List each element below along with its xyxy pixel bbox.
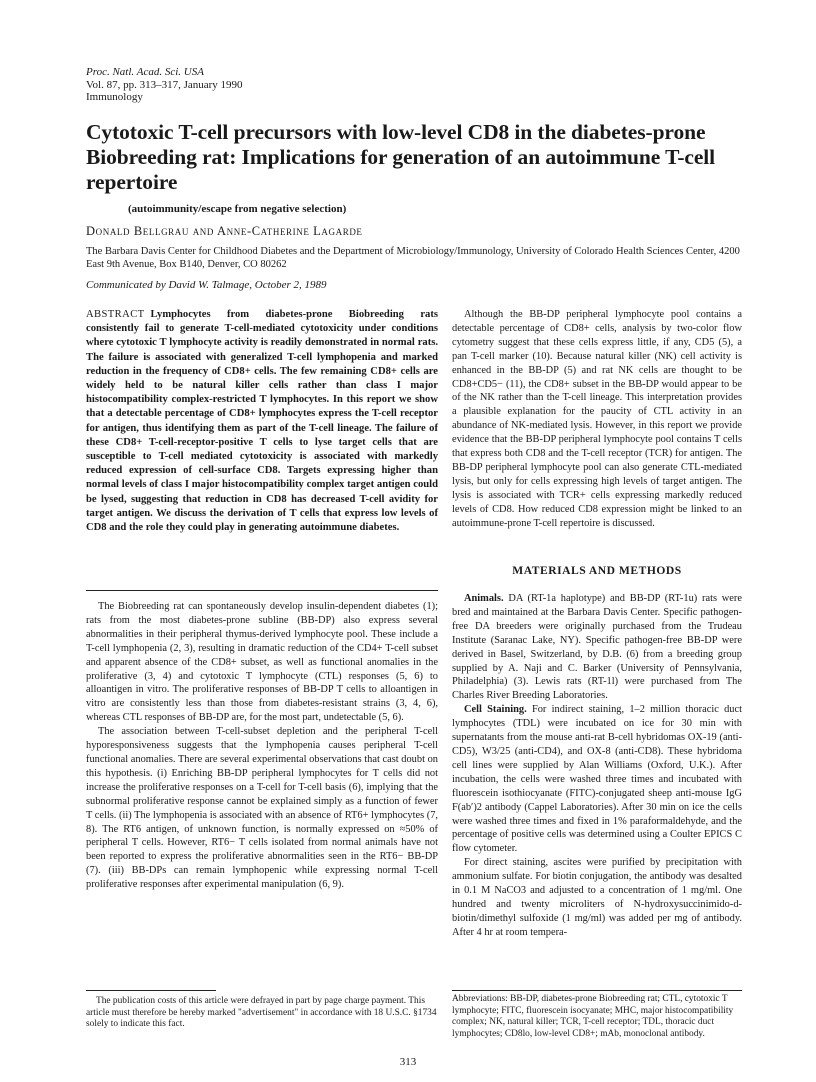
intro-paragraph-1: The Biobreeding rat can spontaneously develop insulin-dependent diabetes (1); rats from the most diabetes-prone subline (BB-DP) also express several abnormalities in their peripheral thymus-derived lymphocyte pool. These include a T-cell lymphopenia (2, 3), resulting in dramatic reduction of the CD4+ T-cell subset and apparent absence of the CD8+ subset, as well as functional anomalies in the proliferative (3, 4) and cytotoxic T lymphocyte (CTL) responses (5, 6) to alloantigen in vitro. The proliferative responses of BB-DP T cells to alloantigen in vitro are consistently less than those from diabetes-resistant strains (3, 4, 6), whereas CTL responses of BB-DP are, for the most part, undetectable (5, 6). [86,601,438,724]
methods-heading: MATERIALS AND METHODS [512,564,682,577]
staining-paragraph [452,703,742,856]
publication-cost-footnote: The publication costs of this article were defrayed in part by page charge payment. This article must therefore be hereby marked "advertisement" in accordance with 18 U.S.C. §1734 solely to indicate this fact. [86,996,437,1030]
abbreviations-footnote: Abbreviations: BB-DP, diabetes-prone Biobreeding rat; CTL, cytotoxic T lymphocyte; FITC, fluorescein isocyanate; MHC, major histocompatibility complex; NK, natural killer; TCR, T-cell receptor; TDL, thoracic duct lymphocytes; CD8lo, low-level CD8+; mAb, monoclonal antibody. [452,994,734,1039]
methods-column [452,592,742,940]
intro-column-right [452,308,742,531]
direct-staining-paragraph: For direct staining, ascites were purified by precipitation with ammonium sulfate. For biotin conjugation, the antibody was desalted in 0.1 M NaCO3 and adjusted to a concentration of 1 mg/ml. One hundred and twenty microliters of N-hydroxysuccinimido-d-biotin/dimethyl sulfoxide (1 mg/ml) was added per mg of antibody. After 4 hr at room tempera- [452,857,742,938]
intro-paragraph-2: The association between T-cell-subset depletion and the peripheral T-cell hyporesponsiveness suggests that the lymphopenia causes peripheral T-cell functional anomalies. There are several experimental observations that cast doubt on this hypothesis. (i) Enriching BB-DP peripheral lymphocytes for T cells did not increase the proliferative responses on a T-cell for T-cell basis (6), implying that the subnormal proliferative response cannot be explained simply as a function of fewer T cells. (ii) The lymphopenia is associated with an absence of RT6+ lymphocytes (7, 8). The RT6 antigen, of unknown function, is normally expressed on ≈50% of peripheral T cells. However, RT6− T cells isolated from normal animals have not been reported to express the proliferative abnormalities seen in the RT6− BB-DP (7). (iii) BB-DPs can remain lymphopenic while expressing normal T-cell proliferative responses after experimental manipulation (6, 9). [86,726,438,891]
journal-header [86,66,243,104]
footnote-divider-left [86,990,216,991]
journal-section: Immunology [86,91,143,103]
article-keywords: (autoimmunity/escape from negative selection) [128,203,347,215]
journal-name: Proc. Natl. Acad. Sci. USA [86,66,204,78]
article-affiliation: The Barbara Davis Center for Childhood Diabetes and the Department of Microbiology/Immunology, University of Colorado Health Sciences Center, 4200 East 9th Avenue, Box B140, Denver, CO 80262 [86,246,740,270]
communicated-by: Communicated by David W. Talmage, October 2, 1989 [86,279,327,291]
footnote-divider-right [452,990,742,991]
staining-text: For indirect staining, 1–2 million thoracic duct lymphocytes (TDL) were incubated on ice for 30 min with supernatants from the mouse anti-rat B-cell hybridomas OX-19 (anti-CD5), W3/25 (anti-CD4), and OX-8 (anti-CD8). These hybridoma cell lines were supplied by Alan Williams (Oxford, U.K.). After incubation, the cells were washed three times and incubated with fluorescein isothiocyanate (FITC)-conjugated sheep anti-mouse IgG F(ab′)2 antibody (Cappel Laboratories). After 30 min on ice the cells were washed three times and fixed in 1% paraformaldehyde, and the percentage of positive cells was determined using a Coulter EPICS C flow cytometer. [452,704,742,855]
page-number: 313 [399,1056,417,1068]
animals-text: DA (RT-1a haplotype) and BB-DP (RT-1u) rats were bred and maintained at the Barbara Davis Center. Specific pathogen-free DA breeders were originally purchased from the Trudeau Institute (Saranac Lake, NY). Specific pathogen-free BB-DP were derived in Basel, Switzerland, by D.B. (6) from a breeding group supplied by A. Naji and C. Barker (University of Pennsylvania, Philadelphia) (3). Lewis rats (RT-1l) were purchased from The Charles River Breeding Laboratories. [452,593,742,702]
article-authors: Donald Bellgrau and Anne-Catherine Lagarde [86,224,363,238]
animals-paragraph [452,592,742,703]
article-title: Cytotoxic T-cell precursors with low-level CD8 in the diabetes-prone Biobreeding rat: Implications for generation of an autoimmune T-cell repertoire [86,120,716,194]
abstract-text: Lymphocytes from diabetes-prone Biobreeding rats consistently fail to generate T-cell-mediated cytotoxicity under conditions where cytotoxic T lymphocyte activity is readily demonstrated in normal rats. The failure is associated with generalized T-cell lymphopenia and marked reduction in the frequency of CD8+ cells. The few remaining CD8+ cells are widely held to be natural killer cells rather than class I major histocompatibility complex-restricted T lymphocytes. In this report we show that a detectable percentage of CD8+ lymphocytes express the T-cell receptor for antigen, thus identifying them as part of the T-cell lineage. The failure of these CD8+ T-cell-receptor-positive T cells to lyse target cells that are susceptible to T-cell mediated cytotoxicity is associated with markedly reduced expression of cell-surface CD8. Targets expressing higher than normal levels of class I major histocompatibility complex target antigen could be lysed, suggesting that reduction in CD8 has decreased T-cell avidity for target antigen. We discuss the derivation of T cells that express low levels of CD8 and the role they could play in generating autoimmune diabetes. [86,309,438,534]
abstract [86,308,438,535]
abstract-label: ABSTRACT [86,309,145,320]
animals-runhead: Animals. [464,593,504,604]
intro-column [86,600,438,892]
intro-paragraph-3: Although the BB-DP peripheral lymphocyte pool contains a detectable percentage of CD8+ cells, analysis by two-color flow cytometry suggest that these cells express little, if any, CD5 (5), a pan T-cell marker (10). Because natural killer (NK) cell activity is enhanced in the BB-DP (5) and rat NK cells are thought to be CD8+CD5− (11), the CD8+ subset in the BB-DP would appear to be of the NK rather than the T-cell lineage. This interpretation provides a plausible explanation for the paucity of CTL activity in an abundance of NK-mediated lysis. However, in this report we provide evidence that the BB-DP peripheral lymphocyte pool contains T cells that express both CD8 and the T-cell receptor (TCR) for antigen. The BB-DP peripheral lymphocyte pool can also generate CTL-mediated lysis, but only for cells expressing high levels of target antigen. The lysis is associated with TCR+ cells expressing markedly reduced levels of CD8. How reduced CD8 expression might be linked to an autoimmune-prone T-cell repertoire is discussed. [452,309,742,529]
abstract-divider [86,590,438,591]
journal-volume: Vol. 87, pp. 313–317, January 1990 [86,78,243,91]
staining-runhead: Cell Staining. [464,704,527,716]
